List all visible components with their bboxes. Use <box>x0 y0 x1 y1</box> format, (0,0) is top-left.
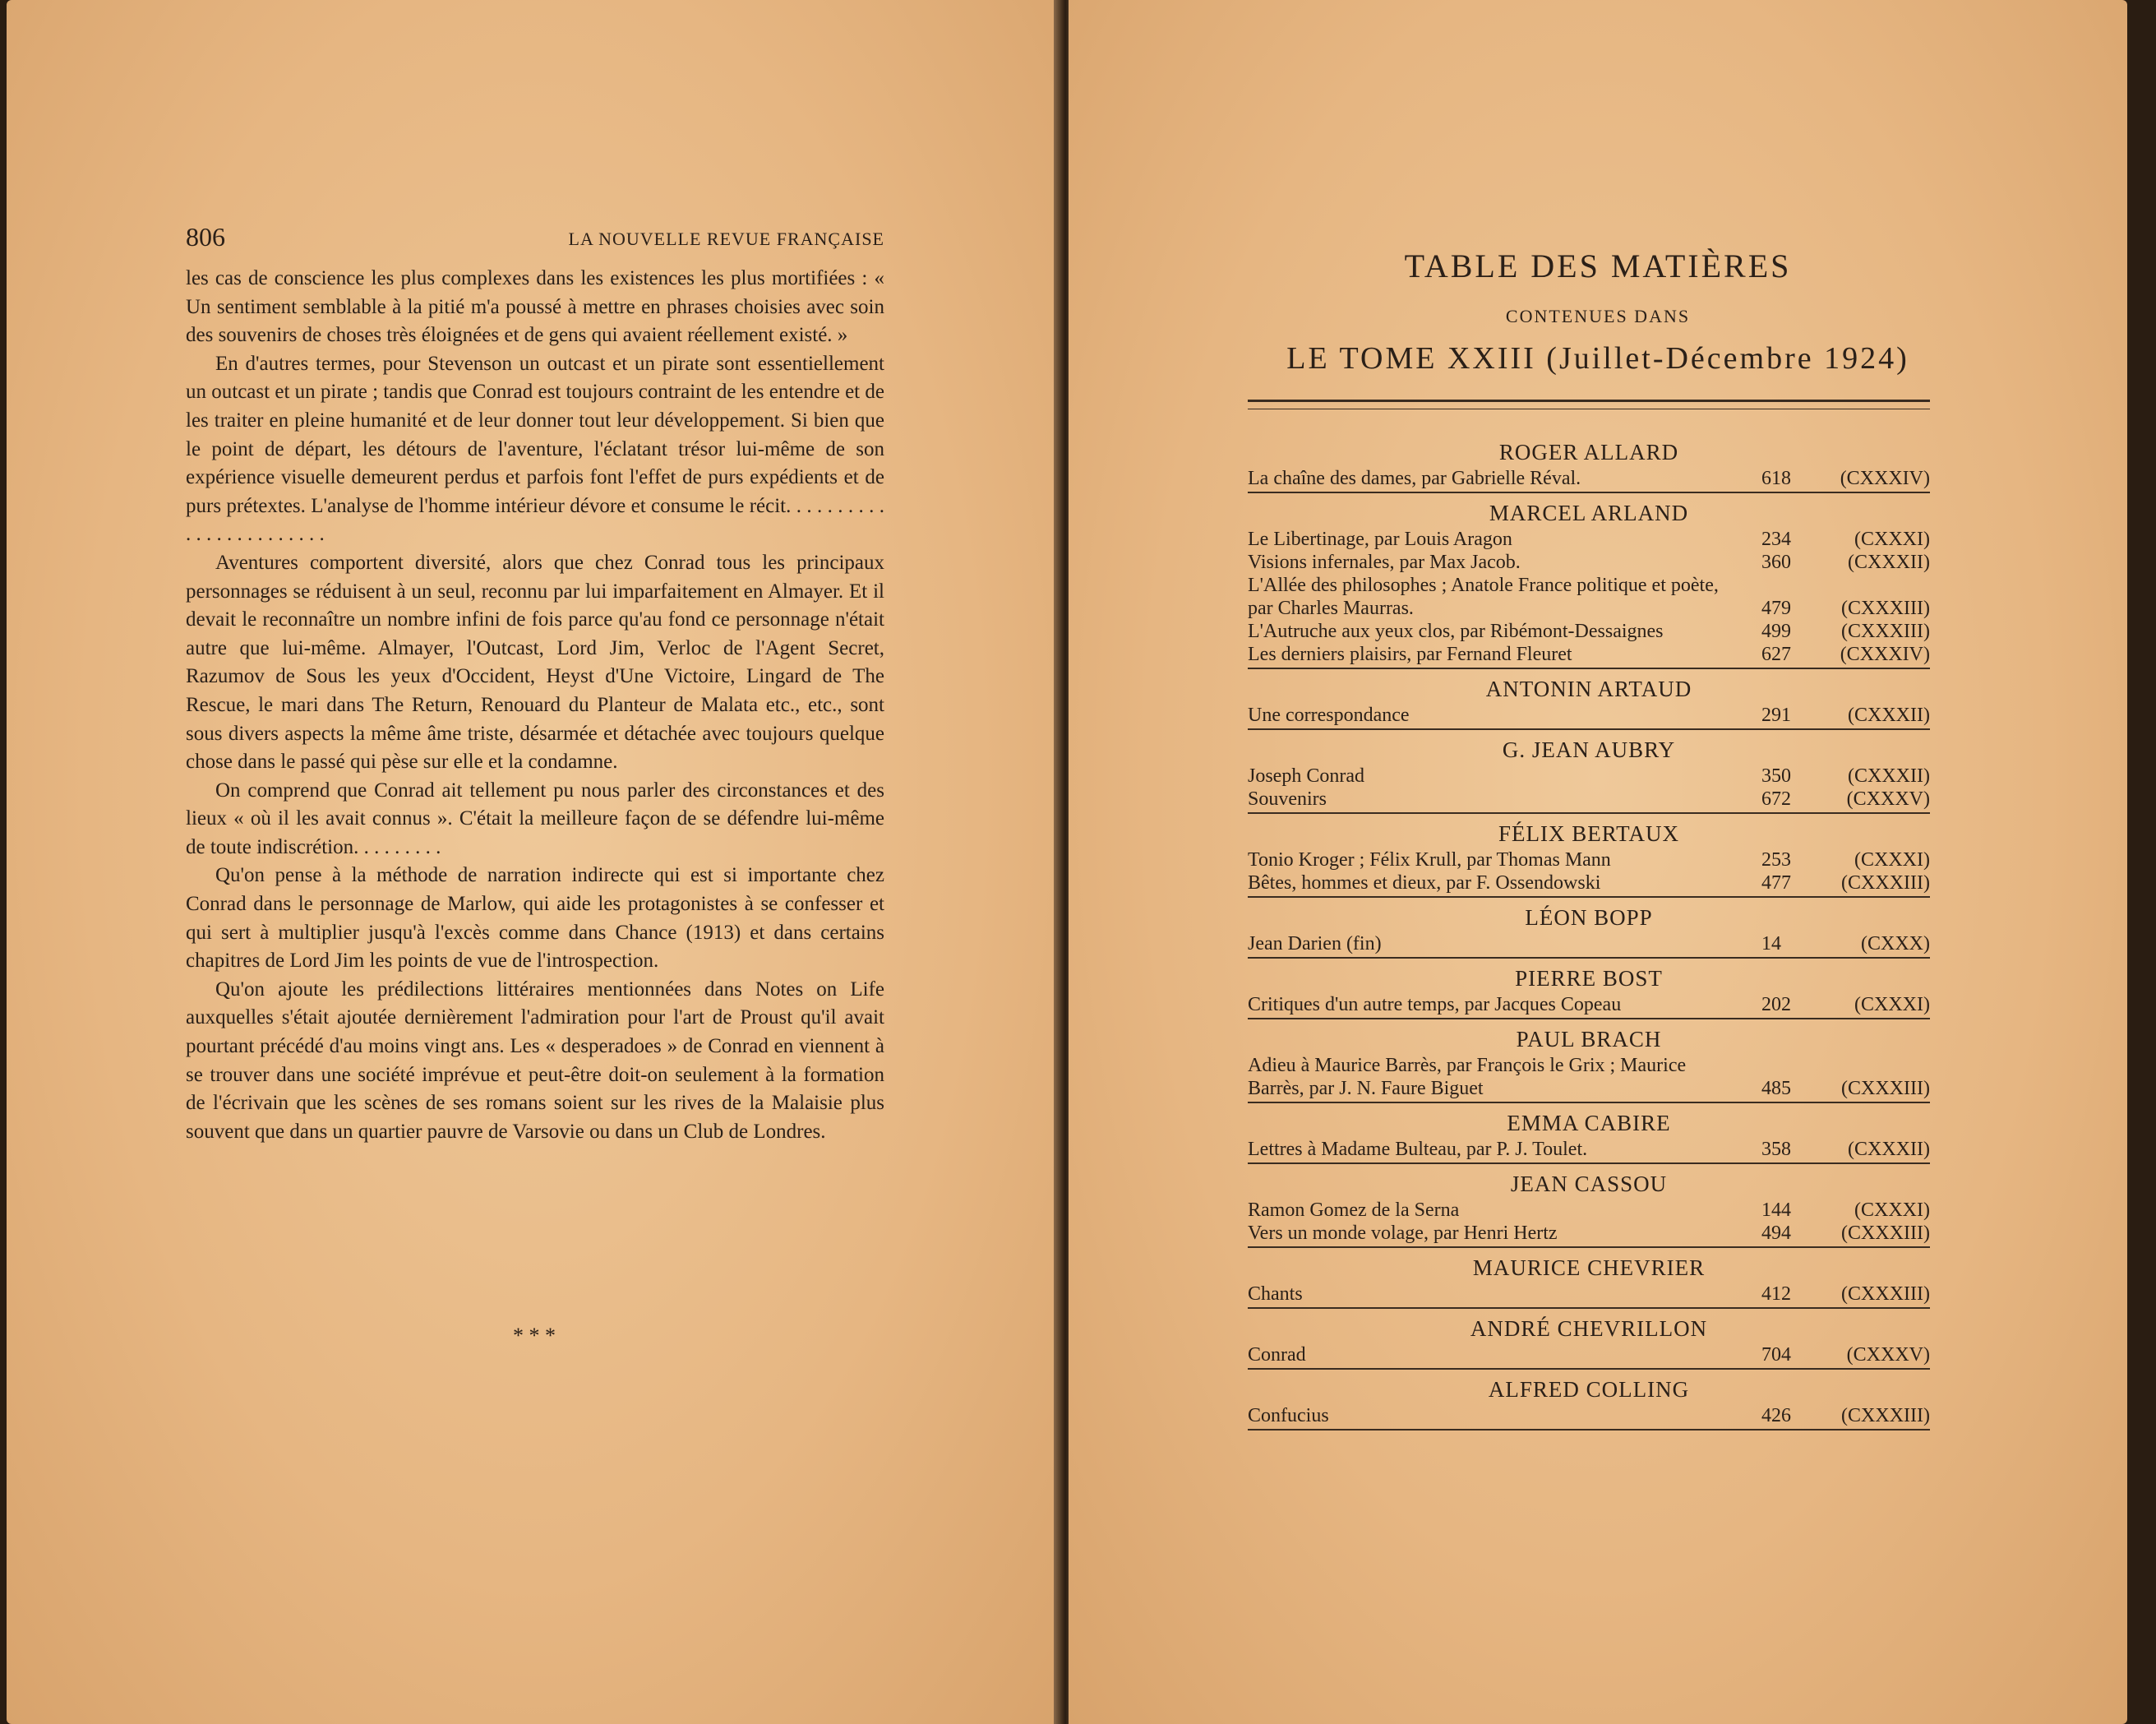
entry-issue: (CXXXII) <box>1848 1139 1930 1160</box>
author-name: EMMA CABIRE <box>1507 1111 1671 1135</box>
entry-title: La chaîne des dames, par Gabrielle Réval. <box>1248 468 1581 489</box>
section-rule <box>1248 492 1930 493</box>
entry-issue: (CXXXII) <box>1848 705 1930 726</box>
paragraph-5: Qu'on pense à la méthode de narration indirecte qui est si importante chez Conrad dans le personnage de Marlow, qui aide les protagonistes à se confesser et qui sert à multiplier jusqu'à l'excès comme dans Chance (1913) et dans certains chapitres de Lord Jim les points de vue de l'introspection. <box>186 864 884 973</box>
entry-page: 14 <box>1761 933 1781 954</box>
toc-entry <box>1248 1199 1930 1222</box>
toc-entry <box>1248 574 1930 620</box>
entry-title: Conrad <box>1248 1344 1306 1366</box>
journal-title: LA NOUVELLE REVUE FRANÇAISE <box>568 229 884 249</box>
toc-subtitle: CONTENUES DANS <box>1505 306 1691 326</box>
paragraph-6: Qu'on ajoute les prédilections littéraires mentionnées dans Notes on Life auxquelles s'était ajoutée dernièrement l'admiration pour l'art de Proust qu'il avait pourtant précédé d'au moins vingt ans. Les « desperadoes » de Conrad en viennent à se trouver dans une société imprévue et peut-être doit-on seulement à la formation de l'écrivain que les scènes de ses romans soient sur les rives de la Malaisie plus souvent que dans un quartier pauvre de Varsovie ou dans un Club de Londres. <box>186 978 884 1143</box>
entry-page: 499 <box>1761 621 1791 642</box>
entry-issue: (CXXXII) <box>1848 552 1930 573</box>
asterism: * * * <box>513 1324 556 1347</box>
section-rule <box>1248 1102 1930 1103</box>
author-name: ANDRÉ CHEVRILLON <box>1470 1316 1708 1341</box>
author-name: ANTONIN ARTAUD <box>1485 677 1692 701</box>
entry-page: 412 <box>1761 1283 1791 1305</box>
entry-title: L'Allée des philosophes ; Anatole France politique et poète, par Charles Maurras. <box>1248 575 1719 619</box>
entry-issue: (CXXXIII) <box>1841 621 1930 642</box>
left-page <box>7 0 1060 1724</box>
paragraph-4: On comprend que Conrad ait tellement pu nous parler des circonstances et des lieux « où il les avait connus ». C'était la meilleure façon de se défendre lui-même de toute indiscrétion. . . . . . . . . <box>186 779 884 858</box>
toc-entry <box>1248 1222 1930 1245</box>
toc-section <box>1248 437 1930 493</box>
entry-issue: (CXXXIII) <box>1841 1405 1930 1426</box>
author-name: JEAN CASSOU <box>1510 1172 1668 1196</box>
paragraph-1: les cas de conscience les plus complexes dans les existences les plus mortifiées : « Un sentiment semblable à la pitié m'a poussé à mettre en phrases choisies avec soin des souvenirs de choses très éloignées et de gens qui avaient réellement existé. » <box>186 267 884 347</box>
section-rule <box>1248 1018 1930 1019</box>
section-rule <box>1248 1162 1930 1164</box>
toc-entry <box>1248 1404 1930 1427</box>
toc-volume: LE TOME XXIII (Juillet-Décembre 1924) <box>1286 341 1909 376</box>
entry-issue: (CXXXV) <box>1846 1344 1930 1366</box>
double-rule <box>1248 400 1930 409</box>
author-name: ALFRED COLLING <box>1488 1377 1690 1402</box>
author-name: MAURICE CHEVRIER <box>1472 1255 1706 1280</box>
entry-page: 234 <box>1761 529 1791 550</box>
section-rule <box>1248 1307 1930 1309</box>
section-rule <box>1248 896 1930 898</box>
author-name: PIERRE BOST <box>1515 966 1663 991</box>
toc-section <box>1248 1108 1930 1164</box>
entry-issue: (CXXXI) <box>1854 1199 1930 1221</box>
toc-entry <box>1248 1138 1930 1161</box>
section-rule <box>1248 812 1930 814</box>
entry-issue: (CXXXIII) <box>1841 872 1930 894</box>
author-name: G. JEAN AUBRY <box>1502 737 1676 762</box>
toc-section <box>1248 819 1930 898</box>
entry-page: 618 <box>1761 468 1791 489</box>
entry-issue: (CXXXIII) <box>1841 1223 1930 1244</box>
author-name: PAUL BRACH <box>1516 1027 1662 1052</box>
toc-entry <box>1248 551 1930 574</box>
paragraph-3: Aventures comportent diversité, alors que chez Conrad tous les principaux personnages se réduisent à un seul, reconnu par lui imparfaitement en Almayer. Et il devait le reconnaître un nombre infini de fois parce qu'au fond ce personnage n'était autre que lui-même. Almayer, l'Outcast, Lord Jim, Verloc de l'Agent Secret, Razumov de Sous les yeux d'Occident, Heyst d'Une Victoire, Lingard de The Rescue, le mari dans The Return, Renouard du Planteur de Malata etc., etc., sont sous divers aspects la même âme triste, désarmée et détachée avec toujours quelque chose dans le passé qui pèse sur elle et la condamne. <box>186 551 884 774</box>
toc-entry <box>1248 788 1930 811</box>
entry-page: 479 <box>1761 598 1791 619</box>
section-rule <box>1248 1246 1930 1248</box>
author-name: FÉLIX BERTAUX <box>1498 821 1679 846</box>
toc-section <box>1248 1169 1930 1248</box>
toc-entry <box>1248 643 1930 666</box>
entry-title: Visions infernales, par Max Jacob. <box>1248 552 1521 573</box>
entry-issue: (CXXX) <box>1861 933 1930 954</box>
entry-title: Lettres à Madame Bulteau, par P. J. Toulet. <box>1248 1139 1588 1160</box>
entry-page: 672 <box>1761 788 1791 810</box>
entry-title: Bêtes, hommes et dieux, par F. Ossendowski <box>1248 872 1601 894</box>
entry-title: Ramon Gomez de la Serna <box>1248 1199 1460 1221</box>
toc-section <box>1248 674 1930 730</box>
entry-page: 494 <box>1761 1223 1791 1244</box>
section-rule <box>1248 957 1930 959</box>
entry-page: 253 <box>1761 849 1791 871</box>
article-text <box>186 265 884 1146</box>
entry-issue: (CXXXII) <box>1848 765 1930 787</box>
entry-page: 485 <box>1761 1078 1791 1099</box>
toc-entry <box>1248 871 1930 894</box>
toc-entry <box>1248 1283 1930 1306</box>
author-name: ROGER ALLARD <box>1498 440 1679 465</box>
entry-title: Souvenirs <box>1248 788 1327 810</box>
right-page <box>1069 0 2127 1724</box>
section-rule <box>1248 1429 1930 1431</box>
entry-issue: (CXXXV) <box>1846 788 1930 810</box>
entry-issue: (CXXXIV) <box>1840 644 1930 665</box>
toc-entry <box>1248 704 1930 727</box>
toc-section <box>1248 1314 1930 1370</box>
toc-section <box>1248 735 1930 814</box>
entry-title: Critiques d'un autre temps, par Jacques Copeau <box>1248 994 1622 1015</box>
table-of-contents <box>1248 437 1930 1435</box>
entry-page: 144 <box>1761 1199 1791 1221</box>
entry-page: 627 <box>1761 644 1791 665</box>
paragraph-2: En d'autres termes, pour Stevenson un outcast et un pirate sont essentiellement un outcast et un pirate ; tandis que Conrad est toujours contraint de les entendre et de les traiter en pleine humanité et de leur donner tout leur développement. Si bien que le point de départ, les détours de l'aventure, l'éclatant trésor lui-même de son expérience visuelle demeurent perdus et parfois font l'effet de purs expédients et de purs prétextes. L'analyse de l'homme intérieur dévore et consume le récit. . . . . . . . . . . . . . . . . . . . . . . . <box>186 352 884 546</box>
toc-section <box>1248 1024 1930 1103</box>
entry-issue: (CXXXI) <box>1854 529 1930 550</box>
author-name: MARCEL ARLAND <box>1489 501 1689 525</box>
entry-page: 426 <box>1761 1405 1791 1426</box>
toc-entry <box>1248 467 1930 490</box>
section-rule <box>1248 728 1930 730</box>
toc-section <box>1248 903 1930 959</box>
entry-title: Chants <box>1248 1283 1303 1305</box>
entry-issue: (CXXXIII) <box>1841 598 1930 619</box>
toc-section <box>1248 1375 1930 1431</box>
section-rule <box>1248 1368 1930 1370</box>
entry-issue: (CXXXIV) <box>1840 468 1930 489</box>
entry-issue: (CXXXIII) <box>1841 1283 1930 1305</box>
toc-entry <box>1248 1054 1930 1100</box>
entry-issue: (CXXXI) <box>1854 849 1930 871</box>
toc-section <box>1248 498 1930 669</box>
entry-page: 477 <box>1761 872 1791 894</box>
entry-title: Vers un monde volage, par Henri Hertz <box>1248 1223 1558 1244</box>
toc-entry <box>1248 1343 1930 1366</box>
toc-entry <box>1248 765 1930 788</box>
toc-section <box>1248 964 1930 1019</box>
section-rule <box>1248 668 1930 669</box>
entry-page: 358 <box>1761 1139 1791 1160</box>
toc-section <box>1248 1253 1930 1309</box>
toc-entry <box>1248 848 1930 871</box>
toc-entry <box>1248 620 1930 643</box>
entry-page: 202 <box>1761 994 1791 1015</box>
toc-title: TABLE DES MATIÈRES <box>1404 247 1792 284</box>
entry-title: Une correspondance <box>1248 705 1410 726</box>
entry-title: Confucius <box>1248 1405 1329 1426</box>
entry-title: Tonio Kroger ; Félix Krull, par Thomas Mann <box>1248 849 1611 871</box>
author-name: LÉON BOPP <box>1525 905 1653 930</box>
entry-issue: (CXXXI) <box>1854 994 1930 1015</box>
toc-entry <box>1248 993 1930 1016</box>
entry-page: 360 <box>1761 552 1791 573</box>
entry-title: Joseph Conrad <box>1248 765 1364 787</box>
running-head <box>186 222 884 255</box>
entry-title: Le Libertinage, par Louis Aragon <box>1248 529 1512 550</box>
entry-page: 291 <box>1761 705 1791 726</box>
entry-title: Les derniers plaisirs, par Fernand Fleuret <box>1248 644 1572 665</box>
entry-title: Jean Darien (fin) <box>1248 933 1382 954</box>
entry-page: 704 <box>1761 1344 1791 1366</box>
entry-page: 350 <box>1761 765 1791 787</box>
toc-entry <box>1248 528 1930 551</box>
page-number: 806 <box>186 222 225 252</box>
entry-title: Adieu à Maurice Barrès, par François le Grix ; Maurice Barrès, par J. N. Faure Biguet <box>1248 1055 1687 1099</box>
entry-title: L'Autruche aux yeux clos, par Ribémont-Dessaignes <box>1248 621 1664 642</box>
entry-issue: (CXXXIII) <box>1841 1078 1930 1099</box>
toc-entry <box>1248 932 1930 955</box>
